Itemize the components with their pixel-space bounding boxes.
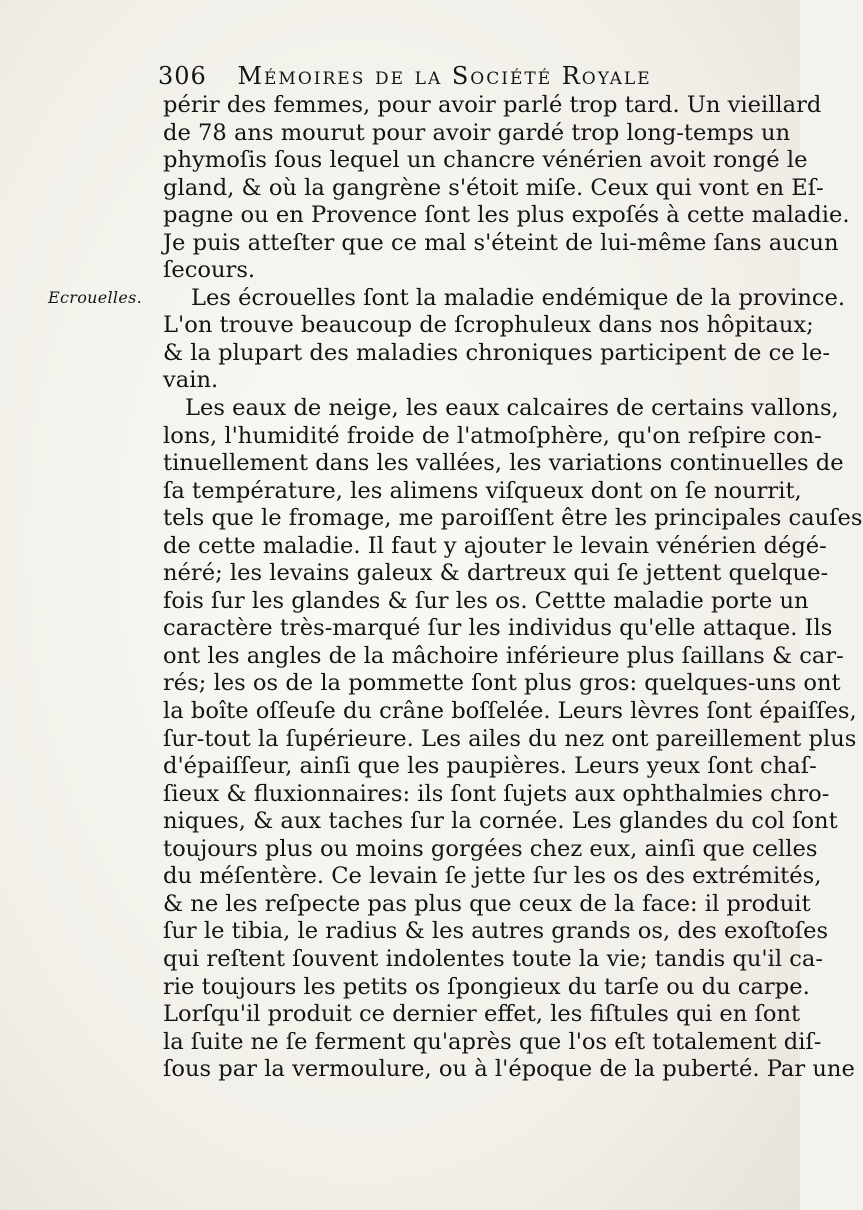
text-line: lons, l'humidité froide de l'atmoſphère, qu'on reſpire con-	[163, 422, 822, 449]
text-line: pagne ou en Provence ſont les plus expoſés à cette maladie.	[163, 202, 850, 229]
text-line: rie toujours les petits os ſpongieux du tarſe ou du carpe.	[163, 973, 810, 1000]
text-line: rés; les os de la pommette ſont plus gros: quelques-uns ont	[163, 670, 841, 697]
text-line: fois ſur les glandes & ſur les os. Cettte maladie porte un	[163, 587, 809, 614]
text-line: phymoſis ſous lequel un chancre vénérien avoit rongé le	[163, 147, 808, 174]
text-line: qui reſtent ſouvent indolentes toute la vie; tandis qu'il ca-	[163, 945, 823, 972]
text-line: & ne les reſpecte pas plus que ceux de la face: il produit	[163, 890, 811, 917]
text-line: d'épaiſſeur, ainſi que les paupières. Leurs yeux ſont chaſ-	[163, 753, 817, 780]
text-line: ſur le tibia, le radius & les autres grands os, des exoſtoſes	[163, 918, 829, 945]
text-line: ſieux & fluxionnaires: ils ſont ſujets aux ophthalmies chro-	[163, 780, 830, 807]
text-line: de cette maladie. Il faut y ajouter le levain vénérien dégé-	[163, 532, 827, 559]
text-line: de 78 ans mourut pour avoir gardé trop long-temps un	[163, 119, 791, 146]
text-line: ſur-tout la ſupérieure. Les ailes du nez ont pareillement plus	[163, 725, 857, 752]
text-line: gland, & où la gangrène s'étoit miſe. Ceux qui vont en Eſ-	[163, 174, 824, 201]
text-line: Je puis atteſter que ce mal s'éteint de lui-même ſans aucun	[163, 229, 839, 256]
text-line: L'on trouve beaucoup de ſcrophuleux dans nos hôpitaux;	[163, 312, 814, 339]
text-line: niques, & aux taches ſur la cornée. Les glandes du col ſont	[163, 808, 838, 835]
margin-note: Ecrouelles.	[48, 288, 142, 307]
text-line: ſa température, les alimens viſqueux dont on ſe nourrit,	[163, 477, 802, 504]
text-line: néré; les levains galeux & dartreux qui ſe jettent quelque-	[163, 560, 829, 587]
running-header	[158, 62, 718, 90]
header-title: Mémoires de la Société Royale	[237, 62, 652, 90]
text-line: Lorſqu'il produit ce dernier effet, les fiſtules qui en ſont	[163, 1001, 801, 1028]
text-line: toujours plus ou moins gorgées chez eux, ainſi que celles	[163, 835, 818, 862]
text-line: vain.	[163, 367, 219, 394]
text-line: tels que le fromage, me paroiſſent être les principales cauſes	[163, 505, 863, 532]
text-line: la ſuite ne ſe ferment qu'après que l'os eſt totalement diſ-	[163, 1028, 822, 1055]
text-line: & la plupart des maladies chroniques participent de ce le-	[163, 339, 831, 366]
text-line: périr des femmes, pour avoir parlé trop tard. Un vieillard	[163, 92, 822, 118]
text-line: Les écrouelles ſont la maladie endémique de la province.	[191, 284, 846, 311]
text-line: ſecours.	[163, 257, 256, 284]
body-text	[163, 92, 863, 1084]
text-line: Les eaux de neige, les eaux calcaires de certains vallons,	[185, 395, 839, 422]
text-line: caractère très-marqué ſur les individus qu'elle attaque. Ils	[163, 615, 833, 642]
text-line: tinuellement dans les vallées, les variations continuelles de	[163, 450, 844, 477]
text-line: ſous par la vermoulure, ou à l'époque de la puberté. Par une	[163, 1056, 855, 1083]
text-line: ont les angles de la mâchoire inférieure plus ſaillans & car-	[163, 642, 844, 669]
text-line: la boîte oſſeuſe du crâne boſſelée. Leurs lèvres ſont épaiſſes,	[163, 698, 857, 725]
text-line: du méſentère. Ce levain ſe jette ſur les os des extrémités,	[163, 863, 822, 890]
page-number: 306	[158, 62, 207, 90]
